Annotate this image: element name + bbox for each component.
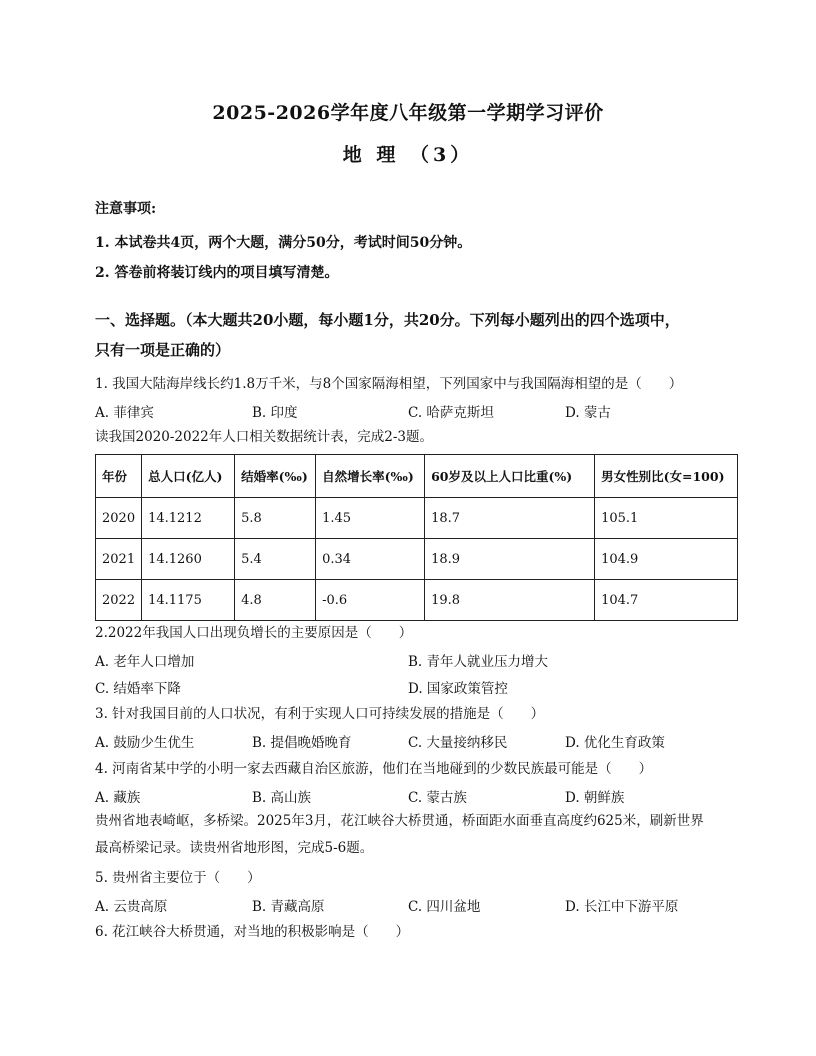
column-header-natural-growth: 自然增长率(‰) [316,455,425,498]
column-header-year: 年份 [96,455,142,498]
table-cell: 14.1212 [142,498,235,539]
table-cell: 2022 [96,580,142,621]
question-4-stem: 4. 河南省某中学的小明一家去西藏自治区旅游，他们在当地碰到的少数民族最可能是（ ） [95,761,653,777]
table-cell: 105.1 [595,498,738,539]
option-a: A. 老年人口增加 [95,654,195,670]
table-cell: 0.34 [316,539,425,580]
option-d: D. 长江中下游平原 [565,899,679,915]
question-6-stem: 6. 花江峡谷大桥贯通，对当地的积极影响是（ ） [95,924,410,940]
option-b: B. 青藏高原 [252,899,325,915]
option-b: B. 提倡晚婚晚育 [252,735,352,751]
question-3-options [95,731,735,751]
question-5-options [95,895,735,915]
column-header-elderly-ratio: 60岁及以上人口比重(%) [425,455,595,498]
option-c: C. 结婚率下降 [95,681,181,697]
question-2-stem: 2.2022年我国人口出现负增长的主要原因是（ ） [95,625,413,641]
question-1-options [95,401,735,421]
option-d: D. 朝鲜族 [565,790,625,806]
option-b: B. 印度 [252,405,298,421]
table-cell: 5.8 [235,498,316,539]
option-d: D. 优化生育政策 [565,735,665,751]
intro-5-6-line1: 贵州省地表崎岖，多桥梁。2025年3月，花江峡谷大桥贯通，桥面距水面垂直高度约625米，刷新世界 [95,813,704,829]
intro-5-6-line2: 最高桥梁记录。读贵州省地形图，完成5-6题。 [95,840,374,856]
table-cell: 18.7 [425,498,595,539]
intro-questions-5-6 [95,808,725,862]
table-cell: 14.1175 [142,580,235,621]
table-row [96,539,738,580]
question-2-options-row1 [95,650,735,670]
option-c: C. 四川盆地 [408,899,481,915]
option-b: B. 高山族 [252,790,312,806]
question-1-stem: 1. 我国大陆海岸线长约1.8万千米，与8个国家隔海相望，下列国家中与我国隔海相望的是（ ） [95,376,683,392]
table-cell: 5.4 [235,539,316,580]
option-a: A. 菲律宾 [95,405,154,421]
section-heading [95,305,735,365]
option-d: D. 国家政策管控 [408,681,508,697]
option-c: C. 哈萨克斯坦 [408,405,494,421]
column-header-total-population: 总人口(亿人) [142,455,235,498]
table-header-row [96,455,738,498]
intro-questions-2-3: 读我国2020-2022年人口相关数据统计表，完成2-3题。 [95,429,434,445]
table-cell: -0.6 [316,580,425,621]
table-row [96,580,738,621]
table-row [96,498,738,539]
section-heading-line1: 一、选择题。（本大题共20小题，每小题1分，共20分。下列每小题列出的四个选项中， [95,311,680,329]
table-cell: 18.9 [425,539,595,580]
notes-item-1: 1. 本试卷共4页，两个大题，满分50分，考试时间50分钟。 [95,235,472,251]
column-header-marriage-rate: 结婚率(‰) [235,455,316,498]
table-cell: 2020 [96,498,142,539]
table-cell: 14.1260 [142,539,235,580]
option-d: D. 蒙古 [565,405,611,421]
option-c: C. 蒙古族 [408,790,467,806]
question-3-stem: 3. 针对我国目前的人口状况，有利于实现人口可持续发展的措施是（ ） [95,706,545,722]
option-a: A. 云贵高原 [95,899,168,915]
option-a: A. 鼓励少生优生 [95,735,195,751]
population-table [95,454,738,621]
option-b: B. 青年人就业压力增大 [408,654,549,670]
table-cell: 104.9 [595,539,738,580]
question-5-stem: 5. 贵州省主要位于（ ） [95,870,261,886]
notes-heading: 注意事项: [95,201,157,217]
option-a: A. 藏族 [95,790,141,806]
column-header-sex-ratio: 男女性别比(女=100) [595,455,738,498]
table-cell: 2021 [96,539,142,580]
table-cell: 104.7 [595,580,738,621]
table-cell: 4.8 [235,580,316,621]
table-cell: 19.8 [425,580,595,621]
table-cell: 1.45 [316,498,425,539]
question-2-options-row2 [95,677,735,697]
option-c: C. 大量接纳移民 [408,735,508,751]
notes-item-2: 2. 答卷前将装订线内的项目填写清楚。 [95,265,339,281]
section-heading-line2: 只有一项是正确的） [95,341,231,359]
exam-subject: 地 理 （3） [342,144,474,166]
question-4-options [95,786,735,806]
exam-title: 2025-2026学年度八年级第一学期学习评价 [212,102,604,124]
